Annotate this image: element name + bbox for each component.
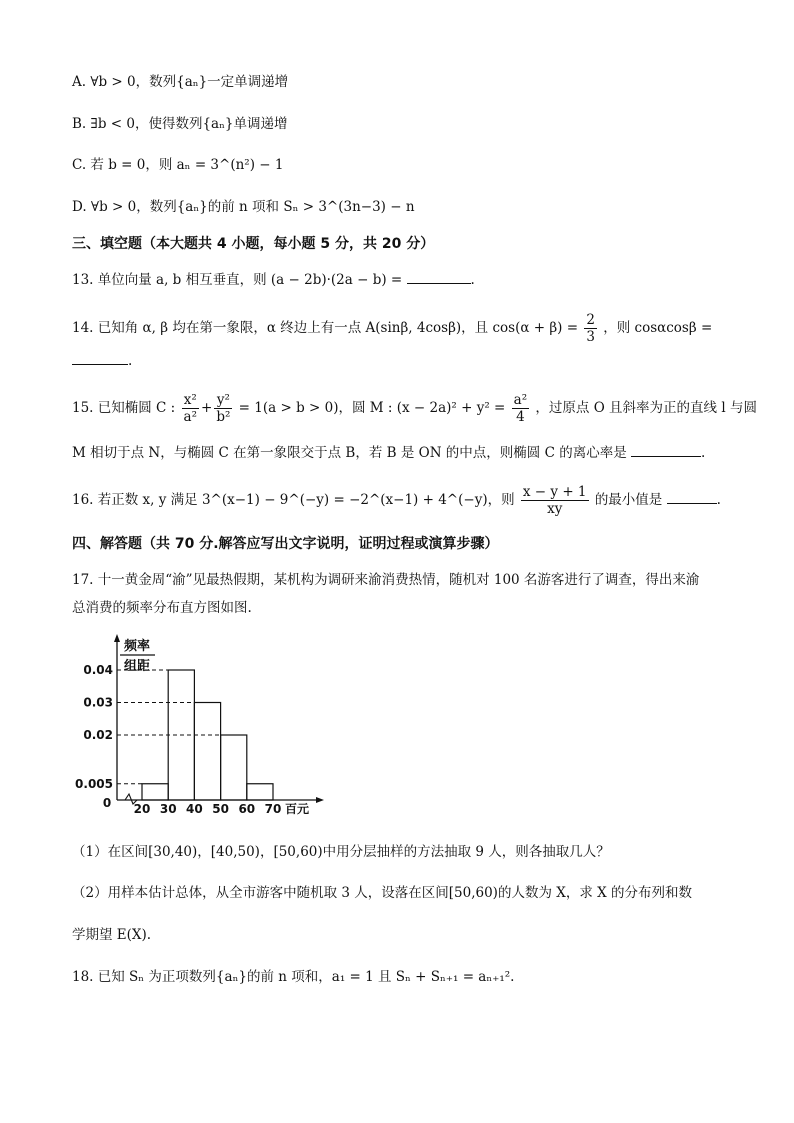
y-tick-label: 0.04 [83,663,113,677]
q15-frac-2-num: y² [214,392,232,409]
option-b: B. ∃b < 0，使得数列{aₙ}单调递增 [72,116,288,132]
q14-frac-num: 2 [586,312,595,328]
histogram-bar [221,735,247,800]
q17-line-1: 17. 十一黄金周“渝”见最热假期，某机构为调研来渝消费热情，随机对 100 名游客进行了调查，得出来渝 [72,572,700,588]
section-4-heading: 四、解答题（共 70 分.解答应写出文字说明，证明过程或演算步骤） [72,536,499,552]
q16-text1: 16. 若正数 x, y 满足 3^(x−1) − 9^(−y) = −2^(x−1) + 4^(−y)，则 [72,492,515,508]
section-3-heading: 三、填空题（本大题共 4 小题，每小题 5 分，共 20 分） [72,236,435,252]
histogram-bar [247,784,273,800]
histogram-bar [194,703,220,801]
q14-end: . [128,353,133,369]
q15-answer-blank[interactable] [631,442,701,457]
x-tick-label: 60 [238,802,256,815]
q17-sub-2a: （2）用样本估计总体，从全市游客中随机取 3 人，设落在区间[50,60)的人数为 X，求 X 的分布列和数 [72,885,693,901]
y-axis-arrow [114,634,120,642]
q17-sub-1: （1）在区间[30,40)，[40,50)，[50,60)中用分层抽样的方法抽取 9 人，则各抽取几人？ [72,844,610,860]
q15-text3: ，过原点 O 且斜率为正的直线 l 与圆 [535,400,757,416]
q14-answer-line [72,350,734,371]
option-c: C. 若 b = 0，则 aₙ = 3^(n²) − 1 [72,157,284,173]
frequency-histogram [72,630,332,815]
q15-frac-2-den: b² [216,409,231,425]
q15-line2: M 相切于点 N，与椭圆 C 在第一象限交于点 B，若 B 是 ON 的中点，则椭圆 C 的离心率是 [72,445,627,461]
q14-text2: ，则 cosαcosβ = [603,320,713,336]
q16-text2: 的最小值是 [594,492,663,508]
q16-answer-blank[interactable] [667,489,717,504]
q15-frac-3-num: a² [513,392,528,408]
q13-end: . [470,272,475,288]
y-tick-label: 0.005 [75,776,113,791]
q15-end: . [701,445,706,461]
question-18: 18. 已知 Sₙ 为正项数列{aₙ}的前 n 项和，a₁ = 1 且 Sₙ + Sₙ₊₁ = aₙ₊₁². [72,969,515,985]
q15-plus: + [201,400,213,416]
q15-text1: 15. 已知椭圆 C : [72,400,176,416]
x-tick-label: 20 [133,802,151,815]
y-label-top: 频率 [123,639,151,654]
x-tick-label: 50 [212,802,229,815]
question-14 [72,312,734,345]
q15-frac-1-den: a² [183,409,197,425]
q14-answer-blank[interactable] [72,350,128,365]
y-tick-label: 0.02 [83,728,113,742]
q15-frac-3-den: 4 [516,409,525,425]
q13-text: 13. 单位向量 a, b 相互垂直，则 (a − 2b)·(2a − b) = [72,272,403,288]
histogram-bar [142,784,168,800]
q14-text1: 14. 已知角 α, β 均在第一象限，α 终边上有一点 A(sinβ, 4cosβ)，且 cos(α + β) = [72,320,579,336]
question-15 [72,392,757,425]
x-unit-label: 百元 [285,802,310,815]
y-label-bottom: 组距 [123,659,151,674]
q14-frac-den: 3 [586,329,595,345]
q16-fraction [521,484,589,517]
q17-line-2: 总消费的频率分布直方图如图. [72,600,252,616]
q16-frac-den: xy [547,501,563,517]
q16-end: . [716,492,721,508]
origin-label: 0 [102,796,112,810]
q15-frac-1 [182,392,199,425]
question-16 [72,484,734,517]
x-tick-label: 40 [186,802,203,815]
option-a: A. ∀b > 0，数列{aₙ}一定单调递增 [72,74,289,90]
q15-frac-1-num: x² [182,392,199,409]
q13-answer-blank[interactable] [407,269,471,284]
q15-text2: = 1(a > b > 0)，圆 M : (x − 2a)² + y² = [238,400,506,416]
x-axis-arrow [316,797,324,803]
x-tick-label: 70 [264,802,282,815]
q17-sub-2b: 学期望 E(X). [72,927,152,943]
q16-frac-num: x − y + 1 [522,484,587,500]
q15-frac-2 [214,392,232,425]
y-tick-label: 0.03 [83,695,113,710]
q15-line-2 [72,442,734,463]
question-13 [72,269,734,290]
q14-fraction [584,312,597,345]
q15-frac-3 [512,392,529,425]
x-tick-label: 30 [159,802,177,815]
option-d: D. ∀b > 0，数列{aₙ}的前 n 项和 Sₙ > 3^(3n−3) − n [72,199,415,215]
